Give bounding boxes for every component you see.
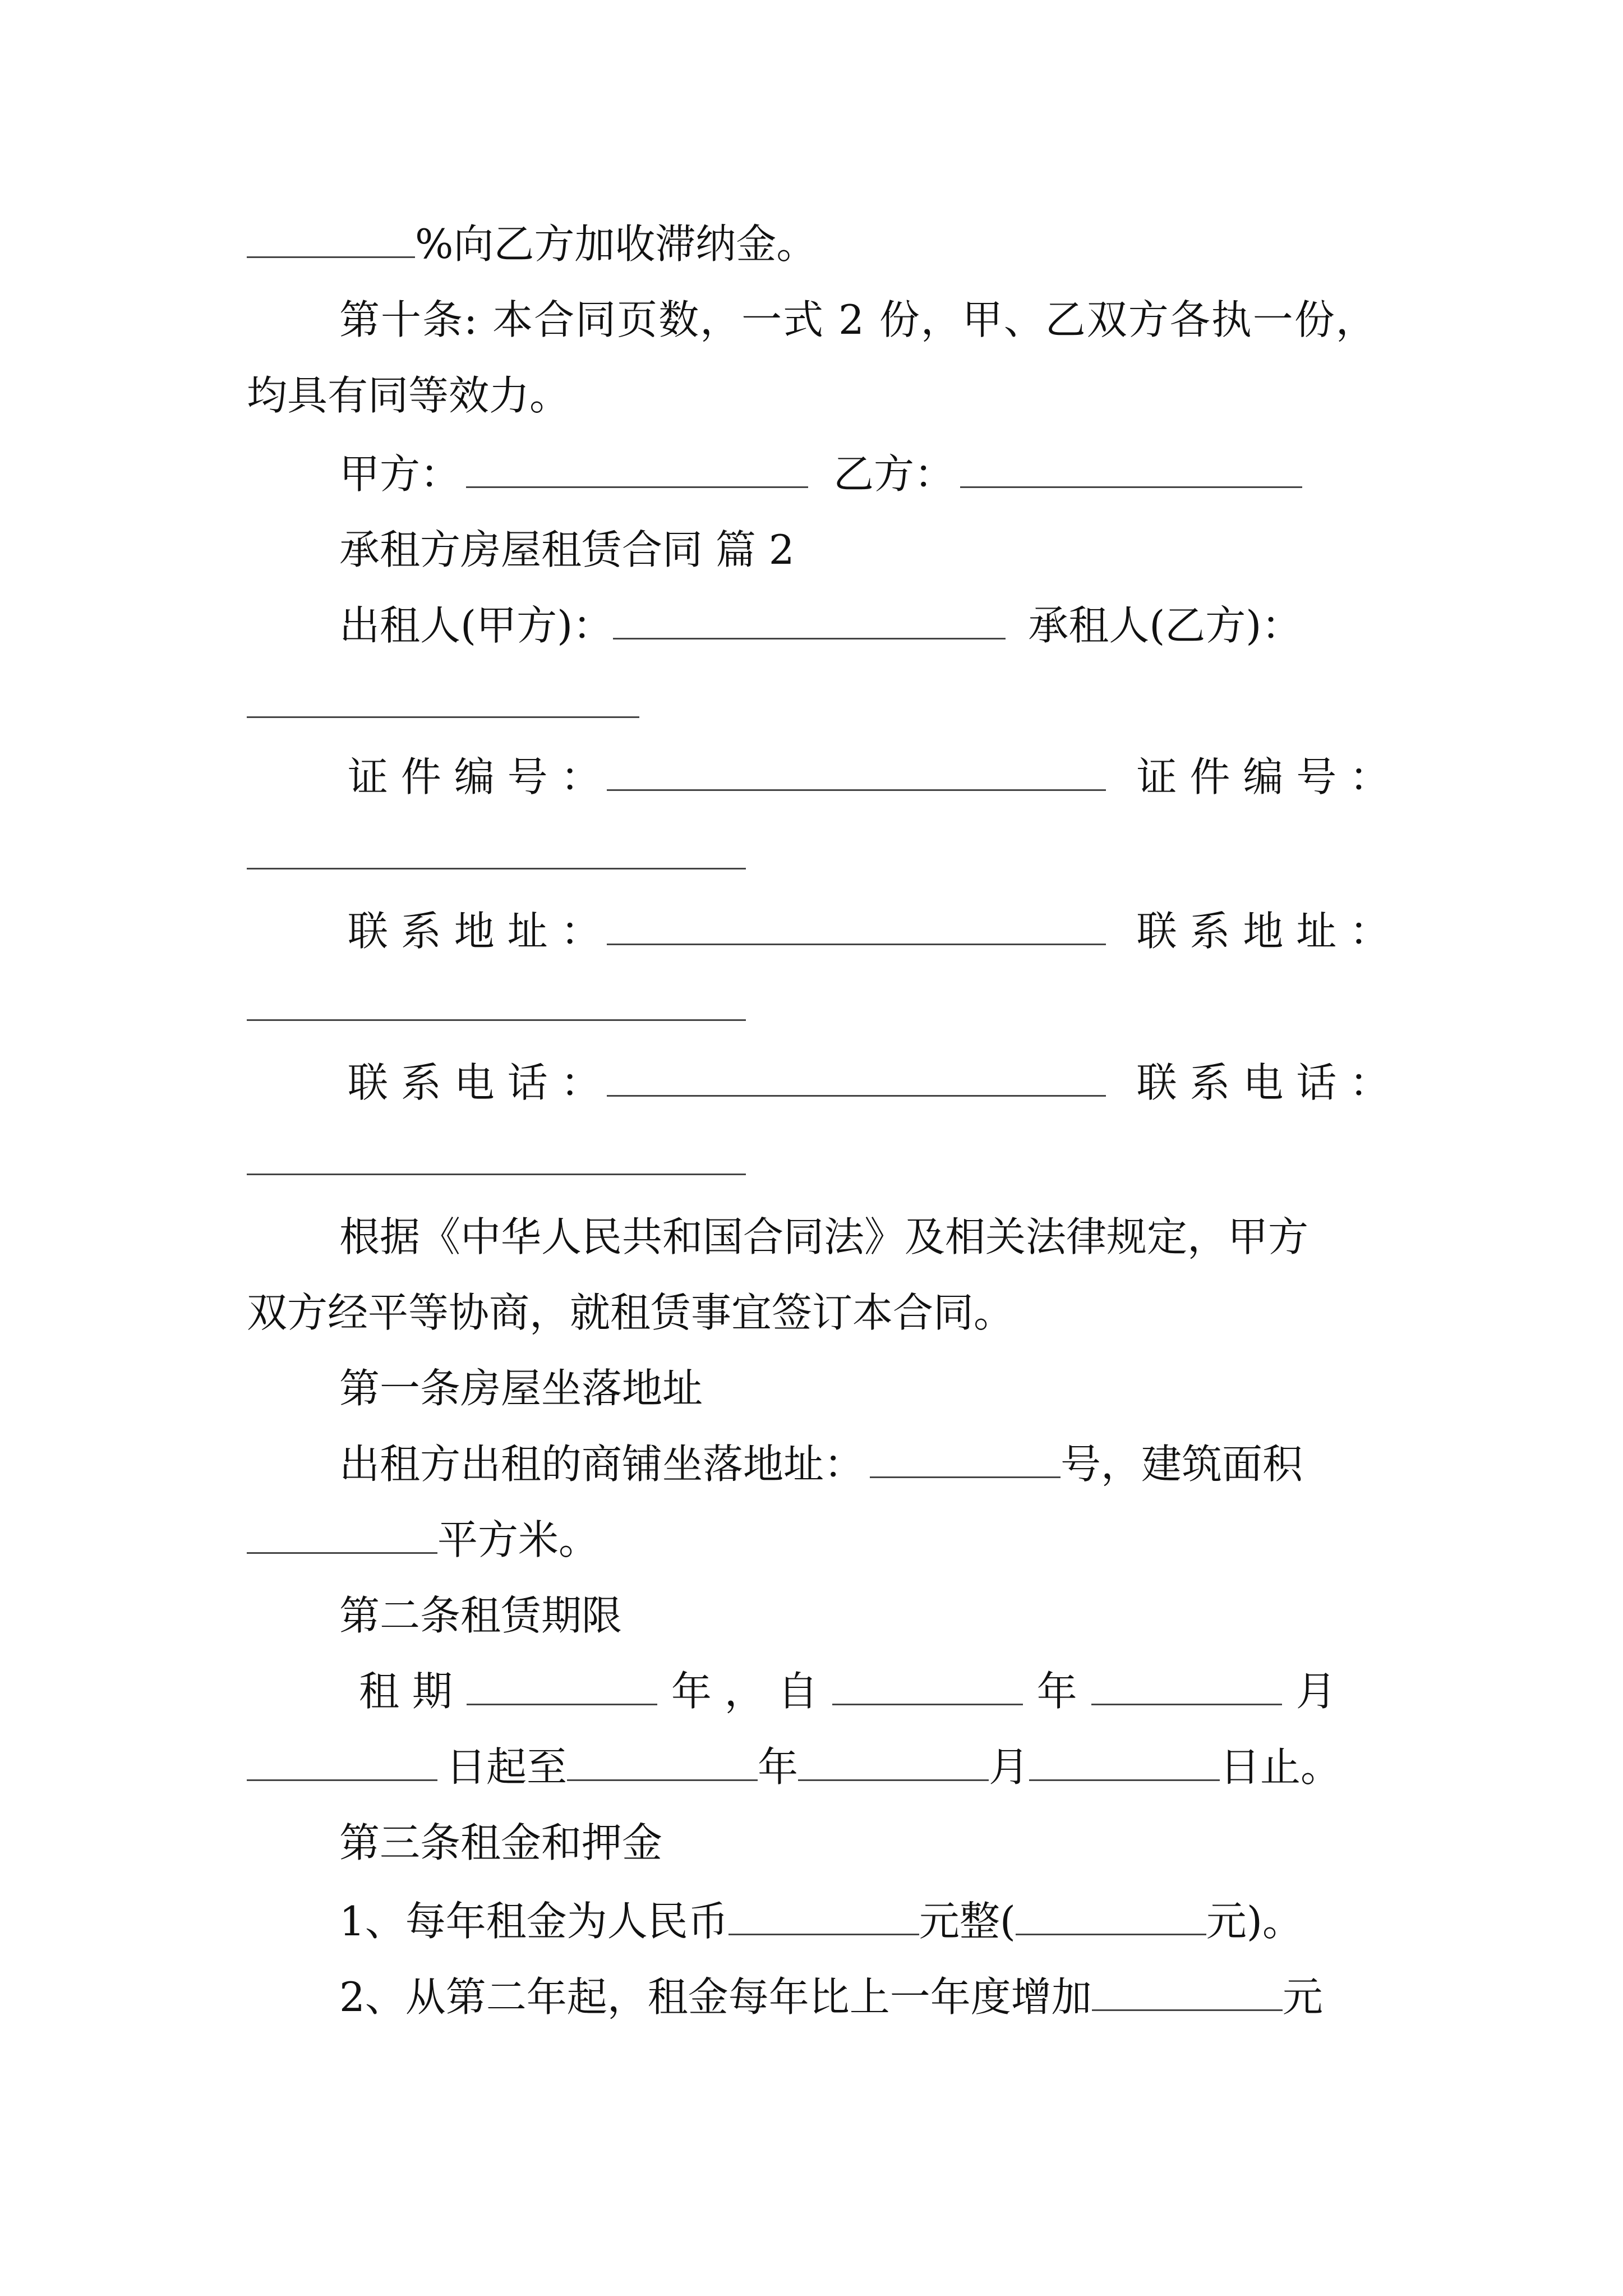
- text-segment: 乙方：: [833, 450, 955, 498]
- text-line: 第十条: 本合同页数，一式 2 份，甲、乙双方各执一份，: [339, 296, 1377, 343]
- text-segment: 日起至: [446, 1743, 568, 1791]
- blank-underline: [832, 1663, 1023, 1705]
- text-line: [348, 900, 1390, 962]
- text-line: [247, 1736, 1341, 1798]
- text-line: [339, 443, 1302, 505]
- blank-underline: [567, 1739, 758, 1781]
- text-line: [247, 976, 746, 1038]
- text-segment: 承租人(乙方)：: [1028, 602, 1302, 649]
- blank-underline: [1091, 1663, 1282, 1705]
- text-line: [359, 1660, 1336, 1722]
- document-heading: 承租方房屋租赁合同 篇 2: [339, 526, 795, 573]
- blank-underline: [467, 1663, 657, 1705]
- text-segment: 年: [758, 1743, 799, 1791]
- text-line: [348, 746, 1390, 808]
- text-segment: 联 系 地 址 ：: [1136, 908, 1390, 955]
- blank-underline: [607, 749, 1106, 791]
- blank-underline: [247, 676, 639, 718]
- text-line: [247, 673, 639, 735]
- text-segment: 甲方：: [339, 450, 461, 498]
- section-heading: 第二条租赁期限: [339, 1592, 623, 1639]
- blank-underline: [247, 827, 746, 869]
- text-line: [339, 1966, 1323, 2028]
- text-line: [339, 1890, 1303, 1952]
- blank-underline: [1016, 1893, 1206, 1935]
- text-line: [339, 1433, 1303, 1495]
- text-line: [247, 1130, 746, 1192]
- text-segment: 联 系 地 址 ：: [348, 908, 601, 955]
- blank-underline: [607, 903, 1106, 945]
- text-line: [247, 1509, 599, 1571]
- text-segment: 日止。: [1220, 1743, 1341, 1791]
- text-segment: 元: [1282, 1973, 1323, 2021]
- text-segment: 年 ， 自: [671, 1668, 818, 1715]
- text-segment: 证 件 编 号 ：: [348, 753, 601, 800]
- blank-underline: [1092, 1969, 1283, 2011]
- text-segment: 租 期: [359, 1668, 453, 1715]
- text-segment: 证 件 编 号 ：: [1136, 753, 1390, 800]
- text-segment: 出租人(甲方)：: [339, 602, 614, 649]
- text-line: [348, 1052, 1390, 1114]
- text-segment: 联 系 电 话 ：: [1136, 1059, 1390, 1106]
- blank-underline: [613, 597, 1006, 639]
- text-segment: 2、从第二年起，租金每年比上一年度增加: [339, 1973, 1092, 2021]
- text-line: [339, 595, 1302, 656]
- text-line: [247, 825, 746, 886]
- blank-underline: [247, 1739, 437, 1781]
- blank-underline: [798, 1739, 989, 1781]
- text-segment: 出租方出租的商铺坐落地址：: [339, 1441, 865, 1488]
- blank-underline: [728, 1893, 919, 1935]
- text-segment: 年: [1036, 1668, 1077, 1715]
- blank-underline: [247, 1133, 746, 1175]
- text-segment: 平方米。: [437, 1516, 600, 1563]
- text-line: 均具有同等效力。: [247, 372, 570, 419]
- text-segment: 月: [1295, 1668, 1336, 1715]
- text-line: 双方经平等协商，就租赁事宜签订本合同。: [247, 1289, 1015, 1336]
- text-segment: 元)。: [1206, 1898, 1303, 1945]
- blank-underline: [607, 1055, 1106, 1097]
- blank-underline: [247, 1512, 437, 1554]
- text-segment: %向乙方加收滞纳金。: [415, 220, 817, 268]
- blank-underline: [247, 979, 746, 1021]
- text-segment: 月: [989, 1743, 1030, 1791]
- text-line: 根据《中华人民共和国合同法》及相关法律规定，甲方: [339, 1213, 1309, 1260]
- blank-underline: [870, 1436, 1061, 1478]
- blank-underline: [247, 216, 415, 258]
- text-segment: 1、每年租金为人民币: [339, 1898, 728, 1945]
- text-segment: 联 系 电 话 ：: [348, 1059, 601, 1106]
- text-segment: 元整(: [919, 1898, 1016, 1945]
- blank-underline: [1029, 1739, 1220, 1781]
- section-heading: 第三条租金和押金: [339, 1819, 663, 1866]
- text-line: [247, 213, 817, 275]
- text-segment: 号，建筑面积: [1061, 1441, 1303, 1488]
- blank-underline: [960, 446, 1302, 488]
- blank-underline: [466, 446, 808, 488]
- section-heading: 第一条房屋坐落地址: [339, 1365, 703, 1412]
